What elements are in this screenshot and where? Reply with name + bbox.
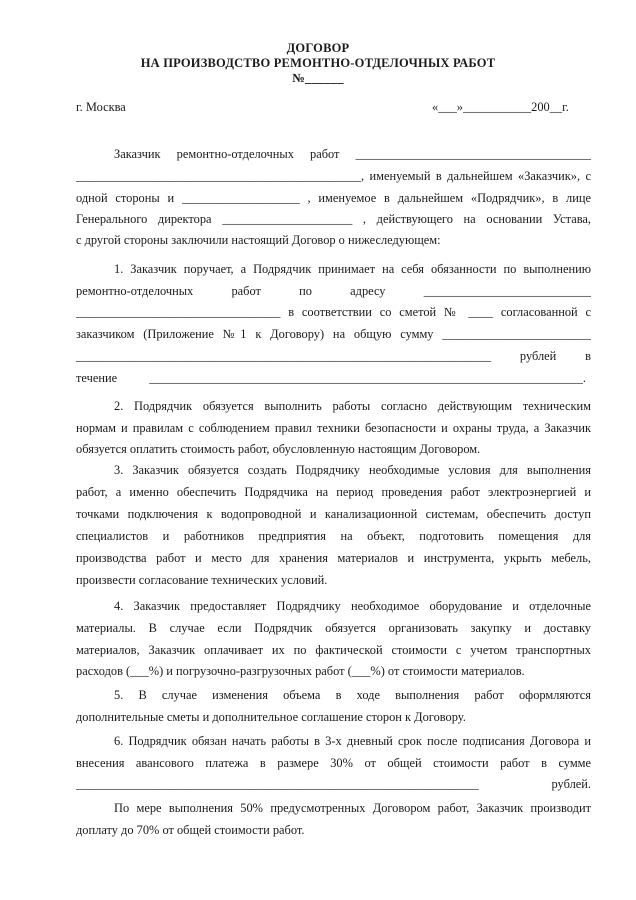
- text-line: 6. Подрядчик обязан начать работы в 3-х дневный срок после подписания Договора и: [114, 734, 591, 748]
- text-line: материалы. В случае если Подрядчик обязуется организовать закупку и доставку: [76, 621, 591, 635]
- text-line: нормам и правилам с соблюдением правил техники безопасности и охраны труда, а Заказчик: [76, 421, 591, 435]
- text-line: По мере выполнения 50% предусмотренных Договором работ, Заказчик производит: [114, 801, 591, 815]
- text-line: _________________________________________________________________ рублей.: [76, 777, 591, 791]
- text-line: заказчиком (Приложение №1 к Договору) на общую сумму ________________________: [76, 327, 591, 341]
- text-line: Заказчик ремонтно-отделочных работ ______________________________________: [114, 147, 591, 161]
- text-line: одной стороны и ___________________ , именуемое в дальнейшем «Подрядчик», в лице: [76, 191, 591, 205]
- text-line: 3. Заказчик обязуется создать Подрядчику необходимые условия для выполнения: [114, 463, 591, 477]
- text-line: доплату до 70% от общей стоимости работ.: [76, 823, 305, 837]
- doc-title: ДОГОВОР: [286, 41, 350, 55]
- text-line: _________________________________ в соответствии со сметой № ____ согласованной с: [76, 305, 591, 319]
- text-line: 2. Подрядчик обязуется выполнить работы согласно действующим техническим: [114, 399, 591, 413]
- text-line: Генерального директора _____________________ , действующего на основании Устава,: [76, 212, 591, 226]
- text-line: произвести согласование технических условий.: [76, 573, 328, 587]
- date: «___»___________200__г.: [432, 100, 569, 114]
- text-line: дополнительные сметы и дополнительное соглашение сторон к Договору.: [76, 710, 466, 724]
- text-line: 4. Заказчик предоставляет Подрядчику необходимое оборудование и отделочные: [114, 599, 591, 613]
- text-line: ___________________________________________________________________ рублей в: [76, 349, 591, 363]
- text-line: материалов, Заказчик оплачивает их по фактической стоимости с учетом транспортных: [76, 643, 591, 657]
- text-line: 5. В случае изменения объема в ходе выполнения работ оформляются: [114, 688, 591, 702]
- text-line: работ, а именно обеспечить Подрядчика на период проведения работ электроэнергией и: [76, 485, 591, 499]
- text-line: с другой стороны заключили настоящий Договор о нижеследующем:: [76, 233, 441, 247]
- text-line: ______________________________________________, именуемый в дальнейшем «Заказчик», с: [76, 169, 591, 183]
- text-line: 1. Заказчик поручает, а Подрядчик принимает на себя обязанности по выполнению: [114, 262, 591, 276]
- text-line: специалистов и работников предприятия на объект, подготовить помещения для: [76, 529, 591, 543]
- text-line: производства работ и место для хранения материалов и инструмента, укрыть мебель,: [76, 551, 591, 565]
- text-line: внесения авансового платежа в размере 30% от общей стоимости работ в сумме: [76, 756, 591, 770]
- text-line: точками подключения к водопроводной и канализационной системам, обеспечить доступ: [76, 507, 591, 521]
- text-line: расходов (___%) и погрузочно-разгрузочных работ (___%) от стоимости материалов.: [76, 664, 525, 678]
- place: г. Москва: [76, 100, 126, 114]
- text-line: ремонтно-отделочных работ по адресу ___________________________: [76, 284, 591, 298]
- text-line: течение ______________________________________________________________________.: [76, 371, 586, 385]
- text-line: обязуется оплатить стоимость работ, обусловленную настоящим Договором.: [76, 442, 481, 456]
- doc-number: №______: [292, 71, 344, 85]
- doc-subtitle: НА ПРОИЗВОДСТВО РЕМОНТНО-ОТДЕЛОЧНЫХ РАБОТ: [140, 56, 496, 70]
